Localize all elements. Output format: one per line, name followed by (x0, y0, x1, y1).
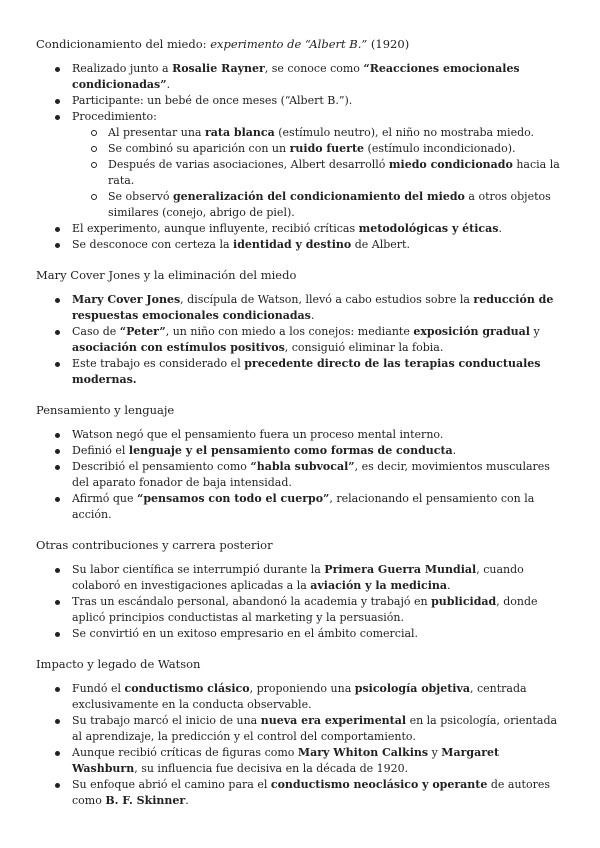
text-run: hacia la rata. (108, 158, 560, 187)
bold-text: psicología objetiva (354, 682, 470, 695)
text-run: , un niño con miedo a los conejos: mediante (165, 325, 414, 338)
text-run: , donde aplicó principios conductistas al marketing y la persuasión. (72, 595, 538, 624)
text-run: , discípula de Watson, llevó a cabo estudios sobre la (180, 293, 474, 306)
text-run: (estímulo neutro), el niño no mostraba miedo. (274, 126, 535, 139)
bold-text: conductismo neoclásico y operante (270, 778, 488, 791)
text-run: Después de varias asociaciones, Albert desarrolló (108, 158, 389, 171)
text-run: Condicionamiento del miedo: (36, 37, 211, 51)
text-run: Otras contribuciones y carrera posterior (36, 538, 273, 552)
text-run: El experimento, aunque influyente, recibió críticas (72, 222, 359, 235)
bold-text: exposición gradual (413, 325, 530, 338)
list-item (36, 626, 564, 642)
text-run: . (166, 78, 171, 91)
text-run: Participante: un bebé de once meses (“Albert B.”). (72, 94, 353, 107)
text-run: , se conoce como (264, 62, 364, 75)
bold-text: generalización del condicionamiento del miedo (172, 190, 465, 203)
list-item (36, 93, 564, 109)
bold-text: metodológicas y éticas (358, 222, 499, 235)
text-run: Realizado junto a (72, 62, 173, 75)
text-run: Tras un escándalo personal, abandonó la academia y trabajó en (72, 595, 432, 608)
text-run: y (428, 746, 442, 759)
list-item (36, 61, 564, 93)
text-run: Su labor científica se interrumpió durante la (72, 563, 325, 576)
list-item (36, 237, 564, 253)
bold-text: reducción de respuestas emocionales condicionadas (72, 293, 554, 322)
document-page (36, 36, 564, 823)
text-run: . (185, 794, 189, 807)
section-2 (36, 267, 564, 388)
text-run: Su trabajo marcó el inicio de una (72, 714, 261, 727)
sub-list-item (72, 157, 564, 189)
list-item (36, 292, 564, 324)
text-run: . (447, 579, 451, 592)
bold-text: Margaret Washburn (72, 746, 500, 775)
bold-text: conductismo clásico (124, 682, 250, 695)
text-run: , consiguió eliminar la fobia. (284, 341, 444, 354)
text-run: Impacto y legado de Watson (36, 657, 201, 671)
list-item (36, 745, 564, 777)
text-run: , proponiendo una (249, 682, 355, 695)
text-run: de Albert. (351, 238, 410, 251)
text-run: , centrada exclusivamente en la conducta observable. (72, 682, 527, 711)
list-item (36, 221, 564, 237)
list-item (36, 427, 564, 443)
text-run: Fundó el (72, 682, 125, 695)
sub-list-item (72, 189, 564, 221)
section-heading (36, 537, 564, 554)
bold-text: ruido fuerte (289, 142, 365, 155)
section-heading (36, 267, 564, 284)
text-run: , su influencia fue decisiva en la década de 1920. (134, 762, 409, 775)
bold-text: Rosalie Rayner (172, 62, 265, 75)
bold-text: Primera Guerra Mundial (324, 563, 477, 576)
text-run: , es decir, movimientos musculares del aparato fonador de baja intensidad. (72, 460, 550, 489)
text-run: Caso de (72, 325, 120, 338)
bold-text: identidad y destino (233, 238, 352, 251)
list-item (36, 109, 564, 221)
bullet-list (36, 61, 564, 253)
bold-text: lenguaje y el pensamiento como formas de conducta (128, 444, 453, 457)
text-run: Definió el (72, 444, 129, 457)
bullet-list (36, 681, 564, 809)
text-run: . (310, 309, 315, 322)
section-1 (36, 36, 564, 253)
text-run: y (529, 325, 540, 338)
text-run: (estímulo incondicionado). (364, 142, 516, 155)
list-item (36, 491, 564, 523)
bold-text: “Peter” (119, 325, 166, 338)
section-heading (36, 402, 564, 419)
bold-text: Mary Whiton Calkins (297, 746, 429, 759)
text-run: Aunque recibió críticas de figuras como (72, 746, 298, 759)
sub-bullet-list (72, 125, 564, 221)
bold-text: B. F. Skinner (105, 794, 186, 807)
italic-text: experimento de “Albert B.” (210, 37, 368, 51)
text-run: Se combinó su aparición con un (108, 142, 290, 155)
bold-text: “Reacciones emocionales condicionadas” (72, 62, 520, 91)
section-3 (36, 402, 564, 523)
list-item (36, 681, 564, 713)
section-heading (36, 36, 564, 53)
text-run: Al presentar una (108, 126, 205, 139)
section-5 (36, 656, 564, 809)
text-run: . (452, 444, 457, 457)
list-item (36, 459, 564, 491)
bullet-list (36, 562, 564, 642)
text-run: . (498, 222, 502, 235)
bold-text: “pensamos con todo el cuerpo” (137, 492, 330, 505)
text-run: de autores como (72, 778, 551, 807)
bold-text: publicidad (431, 595, 497, 608)
list-item (36, 324, 564, 356)
text-run: Watson negó que el pensamiento fuera un proceso mental interno. (72, 428, 444, 441)
bold-text: aviación y la medicina (310, 579, 447, 592)
bold-text: Mary Cover Jones (72, 293, 181, 306)
bold-text: “habla subvocal” (250, 460, 355, 473)
text-run: en la psicología, orientada al aprendizaje, la predicción y el control del comportamiento. (72, 714, 558, 743)
section-heading (36, 656, 564, 673)
text-run: Mary Cover Jones y la eliminación del miedo (36, 268, 297, 282)
list-item (36, 713, 564, 745)
bold-text: miedo condicionado (388, 158, 513, 171)
text-run: Describió el pensamiento como (72, 460, 251, 473)
text-run: , cuando colaboró en investigaciones aplicadas a la (72, 563, 524, 592)
bold-text: nueva era experimental (260, 714, 407, 727)
list-item (36, 777, 564, 809)
bold-text: rata blanca (204, 126, 275, 139)
list-item (36, 356, 564, 388)
text-run: Se desconoce con certeza la (72, 238, 234, 251)
text-run: Pensamiento y lenguaje (36, 403, 175, 417)
bullet-list (36, 427, 564, 523)
text-run: a otros objetos similares (conejo, abrigo de piel). (108, 190, 551, 219)
bullet-list (36, 292, 564, 388)
bold-text: asociación con estímulos positivos (72, 341, 285, 354)
text-run: Este trabajo es considerado el (72, 357, 245, 370)
list-item (36, 443, 564, 459)
bold-text: precedente directo de las terapias conductuales modernas. (72, 357, 541, 386)
text-run: Afirmó que (72, 492, 138, 505)
section-4 (36, 537, 564, 642)
text-run: Procedimiento: (72, 110, 157, 123)
text-run: (1920) (367, 37, 410, 51)
text-run: Se observó (108, 190, 173, 203)
text-run: , relacionando el pensamiento con la acción. (72, 492, 535, 521)
list-item (36, 594, 564, 626)
text-run: Su enfoque abrió el camino para el (72, 778, 271, 791)
sub-list-item (72, 125, 564, 141)
list-item (36, 562, 564, 594)
text-run: Se convirtió en un exitoso empresario en el ámbito comercial. (72, 627, 419, 640)
sub-list-item (72, 141, 564, 157)
